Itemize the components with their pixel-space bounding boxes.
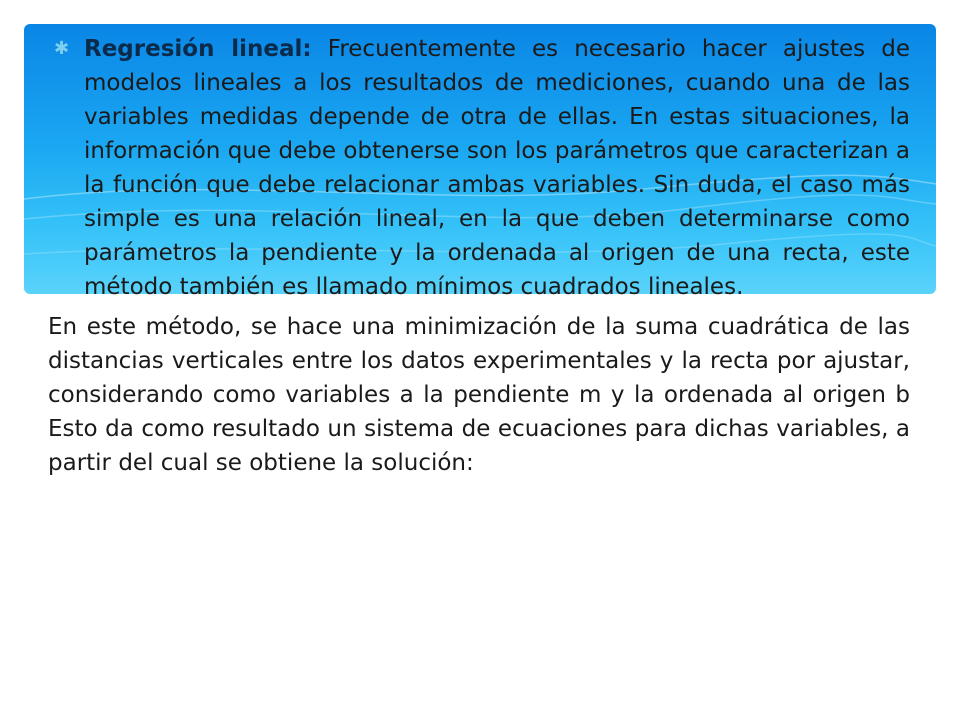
asterisk-bullet-icon: ✱ [54,38,70,59]
bullet-term: Regresión lineal: [84,36,312,62]
slide-content [48,32,910,480]
bullet-item [48,32,910,304]
body-paragraph: En este método, se hace una minimización de la suma cuadrática de las distancias verticales entre los datos experimentales y la recta por ajustar, considerando como variables a la pendiente m y la ordenada al origen b Esto da como resultado un sistema de ecuaciones para dichas variables, a partir del cual se obtiene la solución: [48,314,910,476]
bullet-text: Frecuentemente es necesario hacer ajustes de modelos lineales a los resultados de mediciones, cuando una de las variables medidas depende de otra de ellas. En estas situaciones, la información que debe obtenerse son los parámetros que caracterizan a la función que debe relacionar ambas variables. Sin duda, el caso más simple es una relación lineal, en la que deben determinarse como parámetros la pendiente y la ordenada al origen de una recta, este método también es llamado mínimos cuadrados lineales. [84,36,910,300]
